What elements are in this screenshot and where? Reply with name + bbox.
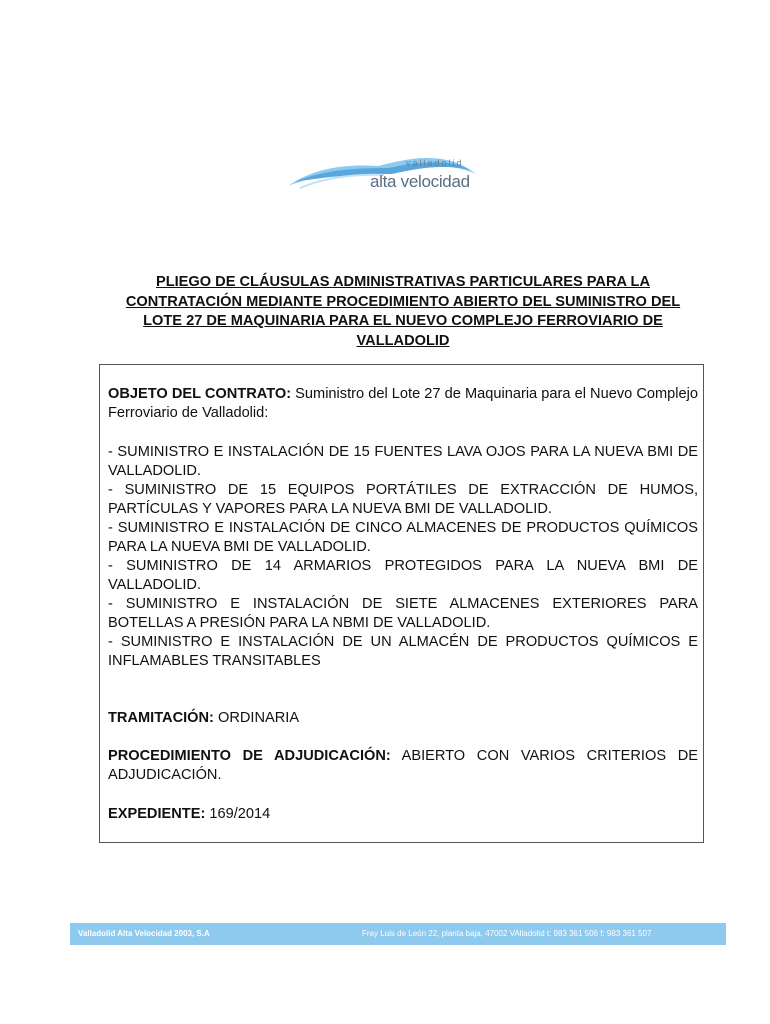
objeto-paragraph: [108, 385, 698, 423]
procedimiento-label: PROCEDIMIENTO DE ADJUDICACIÓN:: [108, 748, 391, 764]
expediente-value: 169/2014: [205, 806, 271, 822]
procedimiento-value: ABIERTO CON VARIOS CRITERIOS DE ADJUDICACIÓN.: [108, 748, 698, 783]
list-item: - SUMINISTRO DE 14 ARMARIOS PROTEGIDOS PARA LA NUEVA BMI DE VALLADOLID.: [108, 558, 698, 593]
document-title: PLIEGO DE CLÁUSULAS ADMINISTRATIVAS PARTICULARES PARA LA CONTRATACIÓN MEDIANTE PROCEDIMIENTO ABIERTO DEL SUMINISTRO DEL LOTE 27 DE MAQUINARIA PARA EL NUEVO COMPLEJO FERROVIARIO DE VALLADOLID: [125, 274, 681, 349]
logo-big-text: alta velocidad: [370, 172, 470, 191]
list-item: - SUMINISTRO E INSTALACIÓN DE CINCO ALMACENES DE PRODUCTOS QUÍMICOS PARA LA NUEVA BMI DE VALLADOLID.: [108, 520, 698, 555]
footer-company: Valladolid Alta Velocidad 2003, S.A: [78, 929, 210, 938]
objeto-label: OBJETO DEL CONTRATO:: [108, 386, 292, 402]
tramitacion-label: TRAMITACIÓN:: [108, 710, 214, 726]
contract-summary-box: [99, 364, 704, 843]
objeto-text: Suministro del Lote 27 de Maquinaria para el Nuevo Complejo Ferroviario de Valladolid:: [108, 386, 698, 421]
footer-address: Fray Luis de León 22, planta baja, 47002 VAlladolid t: 983 361 506 f: 983 361 507: [362, 929, 652, 938]
list-item: - SUMINISTRO E INSTALACIÓN DE UN ALMACÉN DE PRODUCTOS QUÍMICOS E INFLAMABLES TRANSITABLES: [108, 634, 698, 669]
list-item: - SUMINISTRO E INSTALACIÓN DE SIETE ALMACENES EXTERIORES PARA BOTELLAS A PRESIÓN PARA LA NBMI DE VALLADOLID.: [108, 596, 698, 631]
procedimiento-paragraph: [108, 747, 698, 785]
expediente-label: EXPEDIENTE:: [108, 806, 206, 822]
list-item: - SUMINISTRO DE 15 EQUIPOS PORTÁTILES DE EXTRACCIÓN DE HUMOS, PARTÍCULAS Y VAPORES PARA LA NUEVA BMI DE VALLADOLID.: [108, 482, 698, 517]
logo-small-text: valladolid: [406, 158, 464, 168]
expediente-paragraph: [108, 805, 698, 824]
item-list: [108, 443, 698, 671]
tramitacion-value: ORDINARIA: [213, 710, 300, 726]
tramitacion-paragraph: [108, 709, 698, 728]
company-logo: [284, 146, 480, 198]
list-item: - SUMINISTRO E INSTALACIÓN DE 15 FUENTES LAVA OJOS PARA LA NUEVA BMI DE VALLADOLID.: [108, 444, 698, 479]
page-footer: [70, 923, 726, 945]
